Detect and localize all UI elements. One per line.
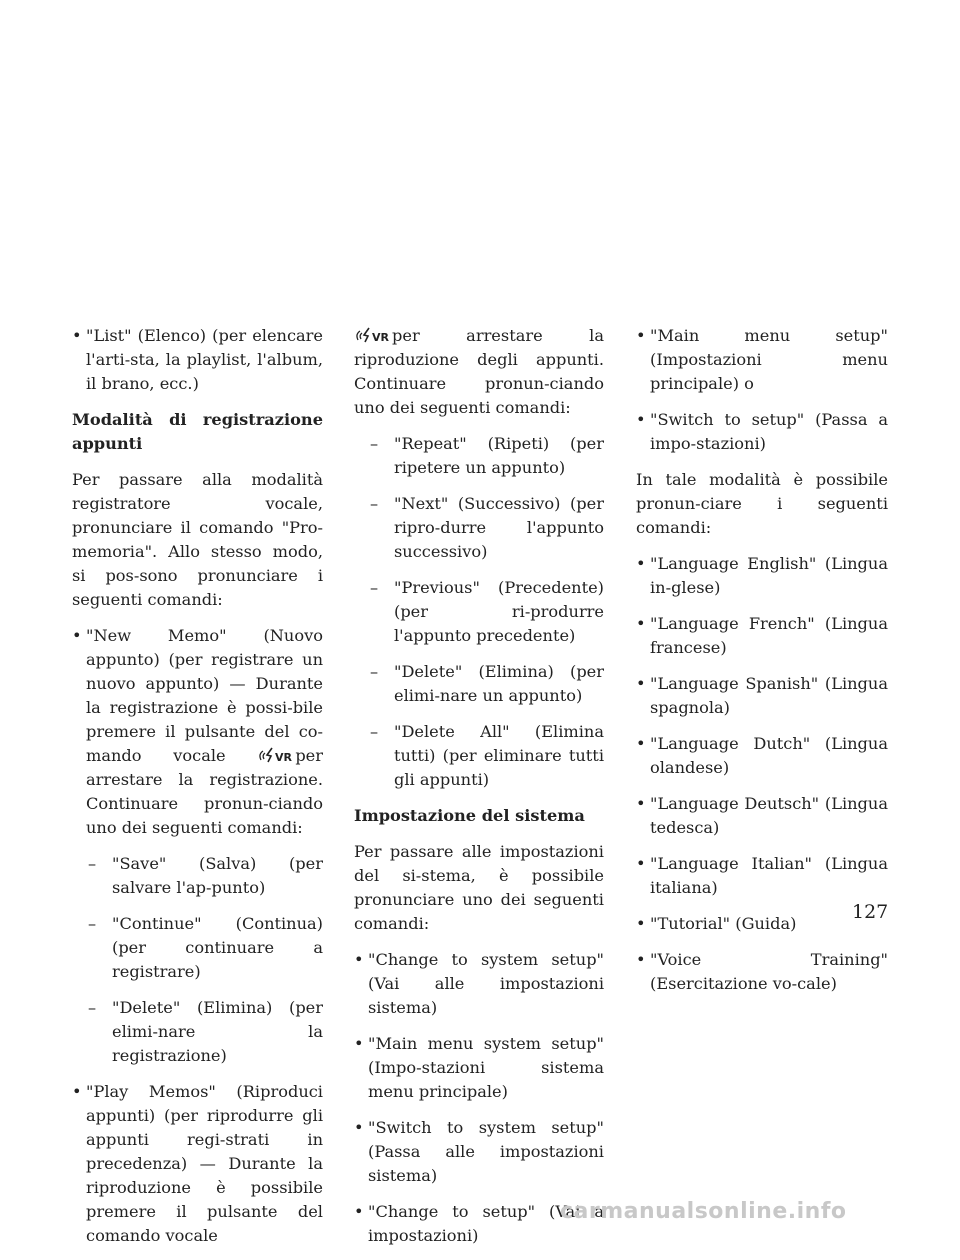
sub-list-item	[354, 432, 604, 480]
vr-icon-label: VR	[275, 751, 293, 763]
bullet-icon: •	[354, 950, 364, 969]
sub-list-item	[354, 720, 604, 792]
list-item	[354, 1116, 604, 1188]
bullet-icon: •	[636, 854, 646, 873]
list-item-text: per arrestare la registrazione. Continuare pronun-ciando uno dei seguenti comandi:	[86, 746, 323, 837]
list-item	[636, 672, 888, 720]
paragraph-continuation	[354, 324, 604, 420]
sub-list-item-text: "Delete All" (Elimina tutti) (per eliminare tutti gli appunti)	[394, 722, 604, 789]
column-2	[354, 324, 604, 1260]
section-heading-system: Impostazione del sistema	[354, 806, 585, 825]
sub-list-item	[72, 996, 323, 1068]
bullet-icon: •	[72, 626, 82, 645]
bullet-icon: •	[636, 410, 646, 429]
voice-recognition-icon	[356, 327, 390, 343]
list-item-text: "Change to setup" (Vai a impostazioni)	[368, 1202, 604, 1245]
bullet-icon: •	[636, 554, 646, 573]
list-item-text: "New Memo" (Nuovo appunto) (per registrare un nuovo appunto) — Durante la registrazione è possi-bile premere il pulsante del co-mando vocale	[86, 626, 323, 765]
list-item-text: "Language Italian" (Lingua italiana)	[650, 854, 888, 897]
sub-list-item	[72, 852, 323, 900]
paragraph-system: Per passare alle impostazioni del si-stema, è possibile pronunciare uno dei seguenti comandi:	[354, 842, 604, 933]
dash-icon: –	[370, 434, 379, 453]
bullet-icon: •	[636, 794, 646, 813]
sub-list-item-text: "Delete" (Elimina) (per elimi-nare un appunto)	[394, 662, 604, 705]
list-item	[636, 408, 888, 456]
bullet-icon: •	[636, 326, 646, 345]
list-item	[72, 624, 323, 840]
bullet-icon: •	[636, 734, 646, 753]
list-item	[636, 732, 888, 780]
list-item	[354, 948, 604, 1020]
sub-list-item-text: "Continue" (Continua) (per continuare a registrare)	[112, 914, 323, 981]
list-item-text: "Language Dutch" (Lingua olandese)	[650, 734, 888, 777]
list-item	[636, 948, 888, 996]
sub-list-item-text: "Next" (Successivo) (per ripro-durre l'appunto successivo)	[394, 494, 604, 561]
bullet-icon: •	[354, 1034, 364, 1053]
dash-icon: –	[88, 998, 97, 1017]
column-1	[72, 324, 323, 1260]
voice-recognition-icon	[259, 747, 293, 763]
sub-list-item	[354, 492, 604, 564]
dash-icon: –	[370, 662, 379, 681]
bullet-icon: •	[636, 614, 646, 633]
list-item	[636, 612, 888, 660]
sub-list-item-text: "Save" (Salva) (per salvare l'ap-punto)	[112, 854, 323, 897]
bullet-icon: •	[354, 1202, 364, 1221]
dash-icon: –	[88, 914, 97, 933]
sub-list-item-text: "Repeat" (Ripeti) (per ripetere un appunto)	[394, 434, 604, 477]
paragraph-language: In tale modalità è possibile pronun-ciare i seguenti comandi:	[636, 470, 888, 537]
sub-list-item-text: "Previous" (Precedente) (per ri-produrre l'appunto precedente)	[394, 578, 604, 645]
list-item	[72, 324, 323, 396]
list-item	[72, 1080, 323, 1248]
list-item-text: "Change to system setup" (Vai alle impostazioni sistema)	[368, 950, 604, 1017]
list-item-text: "Main menu system setup" (Impo-stazioni sistema menu principale)	[368, 1034, 604, 1101]
list-item	[636, 852, 888, 900]
list-item-text: "Voice Training" (Esercitazione vo-cale)	[650, 950, 888, 993]
list-item-text: "Main menu setup" (Impostazioni menu principale) o	[650, 326, 888, 393]
list-item-text: "List" (Elenco) (per elencare l'arti-sta, la playlist, l'album, il brano, ecc.)	[86, 326, 323, 393]
bullet-icon: •	[72, 1082, 82, 1101]
list-item-text: "Switch to setup" (Passa a impo-stazioni)	[650, 410, 888, 453]
list-item-text: "Switch to system setup" (Passa alle impostazioni sistema)	[368, 1118, 604, 1185]
dash-icon: –	[370, 578, 379, 597]
list-item	[636, 912, 888, 936]
list-item-text: "Language Deutsch" (Lingua tedesca)	[650, 794, 888, 837]
list-item-text: "Language Spanish" (Lingua spagnola)	[650, 674, 888, 717]
paragraph-memo: Per passare alla modalità registratore vocale, pronunciare il comando "Pro-memoria". Allo stesso modo, si pos-sono pronunciare i seguenti comandi:	[72, 470, 323, 609]
vr-icon-label: VR	[372, 331, 389, 343]
sub-list-item	[72, 912, 323, 984]
list-item	[354, 1032, 604, 1104]
list-item-text: "Tutorial" (Guida)	[650, 914, 797, 933]
list-item	[636, 552, 888, 600]
list-item-text: "Play Memos" (Riproduci appunti) (per riprodurre gli appunti regi-strati in precedenza) — Durante la riproduzione è possibile premere il pulsante del comando vocale	[86, 1082, 323, 1245]
dash-icon: –	[370, 722, 379, 741]
watermark: carmanualsonline.info	[560, 1199, 847, 1224]
continuation-text: per arrestare la riproduzione degli appunti. Continuare pronun-ciando uno dei seguenti comandi:	[354, 326, 604, 417]
page-number: 127	[852, 901, 889, 923]
list-item	[636, 324, 888, 396]
list-item-text: "Language French" (Lingua francese)	[650, 614, 888, 657]
bullet-icon: •	[72, 326, 82, 345]
bullet-icon: •	[354, 1118, 364, 1137]
bullet-icon: •	[636, 914, 646, 933]
sub-list-item-text: "Delete" (Elimina) (per elimi-nare la registrazione)	[112, 998, 323, 1065]
bullet-icon: •	[636, 950, 646, 969]
dash-icon: –	[370, 494, 379, 513]
sub-list-item	[354, 576, 604, 648]
section-heading-memo: Modalità di registrazione appunti	[72, 410, 323, 453]
dash-icon: –	[88, 854, 97, 873]
list-item-text: "Language English" (Lingua in-glese)	[650, 554, 888, 597]
bullet-icon: •	[636, 674, 646, 693]
column-3	[636, 324, 888, 1008]
list-item	[636, 792, 888, 840]
sub-list-item	[354, 660, 604, 708]
